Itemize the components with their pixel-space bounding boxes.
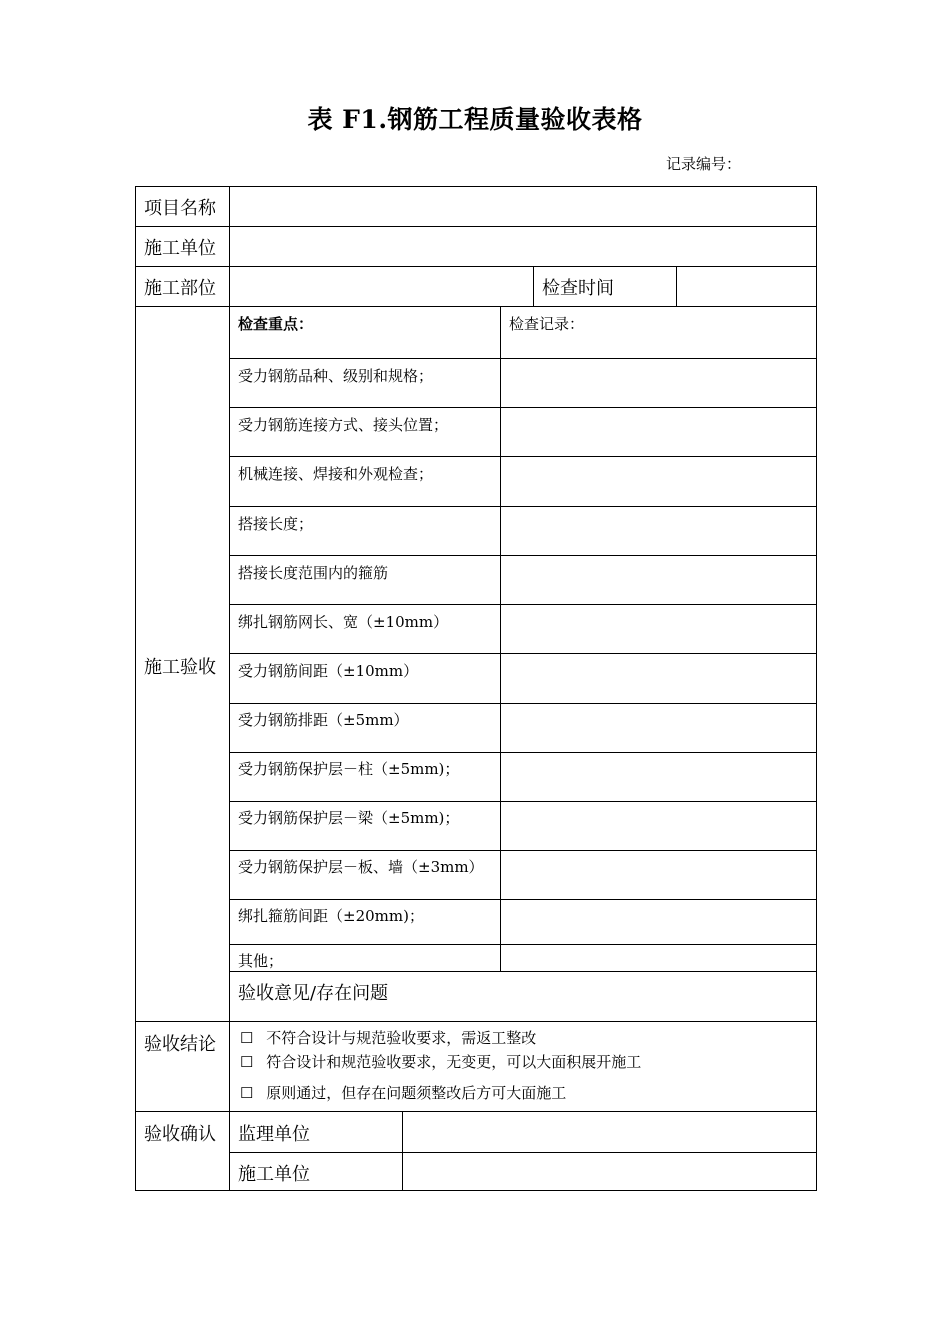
record-number-label: 记录编号： [666,155,742,173]
item-row-divider [229,801,817,802]
page-title: 表 F1.钢筋工程质量验收表格 [307,105,643,134]
project-name-label: 项目名称 [144,198,216,219]
item-row-divider [229,703,817,704]
row-divider [135,1021,817,1022]
record-header: 检查记录： [509,315,585,333]
supervision-unit-label: 监理单位 [238,1124,310,1145]
confirmation-construction-unit-label: 施工单位 [238,1164,310,1185]
inspection-item: 受力钢筋连接方式、接头位置； [238,416,449,434]
checkbox-icon[interactable]: ☐ [240,1053,254,1071]
item-row-divider [229,358,817,359]
conclusion-option-text: 符合设计和规范验收要求，无变更，可以大面积展开施工 [266,1053,642,1071]
inspection-item: 受力钢筋保护层－柱（±5mm)； [238,760,460,778]
inspection-item: 搭接长度范围内的箍筋 [238,564,389,582]
conclusion-option[interactable] [240,1027,536,1048]
conclusion-option[interactable] [240,1082,566,1103]
row-divider [229,1152,817,1153]
items-column-divider [500,306,501,971]
inspection-item: 搭接长度； [238,515,314,533]
inspection-item: 绑扎箍筋间距（±20mm)； [238,907,424,925]
label-column-divider [229,186,230,1191]
confirmation-label: 验收确认 [144,1124,216,1145]
item-row-divider [229,407,817,408]
conclusion-label: 验收结论 [144,1034,216,1055]
item-row-divider [229,653,817,654]
item-row-divider [229,752,817,753]
inspection-item: 机械连接、焊接和外观检查； [238,465,434,483]
inspection-item: 受力钢筋保护层－梁（±5mm)； [238,809,460,827]
item-row-divider [229,971,817,972]
item-row-divider [229,850,817,851]
inspection-item: 绑扎钢筋网长、宽（±10mm） [238,613,449,631]
item-row-divider [229,555,817,556]
acceptance-section-label: 施工验收 [144,657,216,678]
inspection-time-label: 检查时间 [542,278,614,299]
cell-divider [533,266,534,306]
construction-part-label: 施工部位 [144,278,216,299]
row-divider [135,1111,817,1112]
item-row-divider [229,899,817,900]
inspection-item: 受力钢筋保护层－板、墙（±3mm） [238,858,484,876]
acceptance-opinion-label: 验收意见/存在问题 [238,983,389,1004]
checkbox-icon[interactable]: ☐ [240,1084,254,1102]
table-border-left [135,186,136,1191]
cell-divider [676,266,677,306]
row-divider [135,226,817,227]
construction-unit-label: 施工单位 [144,238,216,259]
item-row-divider [229,506,817,507]
key-points-header: 检查重点： [238,315,314,333]
item-row-divider [229,456,817,457]
checkbox-icon[interactable]: ☐ [240,1029,254,1047]
table-border-top [135,186,817,187]
conclusion-option-text: 不符合设计与规范验收要求，需返工整改 [266,1029,537,1047]
inspection-item: 其他； [238,952,284,970]
item-row-divider [229,944,817,945]
table-border-right [816,186,817,1191]
inspection-item: 受力钢筋排距（±5mm） [238,711,409,729]
item-row-divider [229,604,817,605]
cell-divider [402,1111,403,1191]
row-divider [135,266,817,267]
conclusion-option-text: 原则通过，但存在问题须整改后方可大面施工 [266,1084,567,1102]
table-border-bottom [135,1190,817,1191]
row-divider [135,306,817,307]
inspection-item: 受力钢筋品种、级别和规格； [238,367,434,385]
inspection-item: 受力钢筋间距（±10mm） [238,662,419,680]
conclusion-option[interactable] [240,1051,641,1072]
